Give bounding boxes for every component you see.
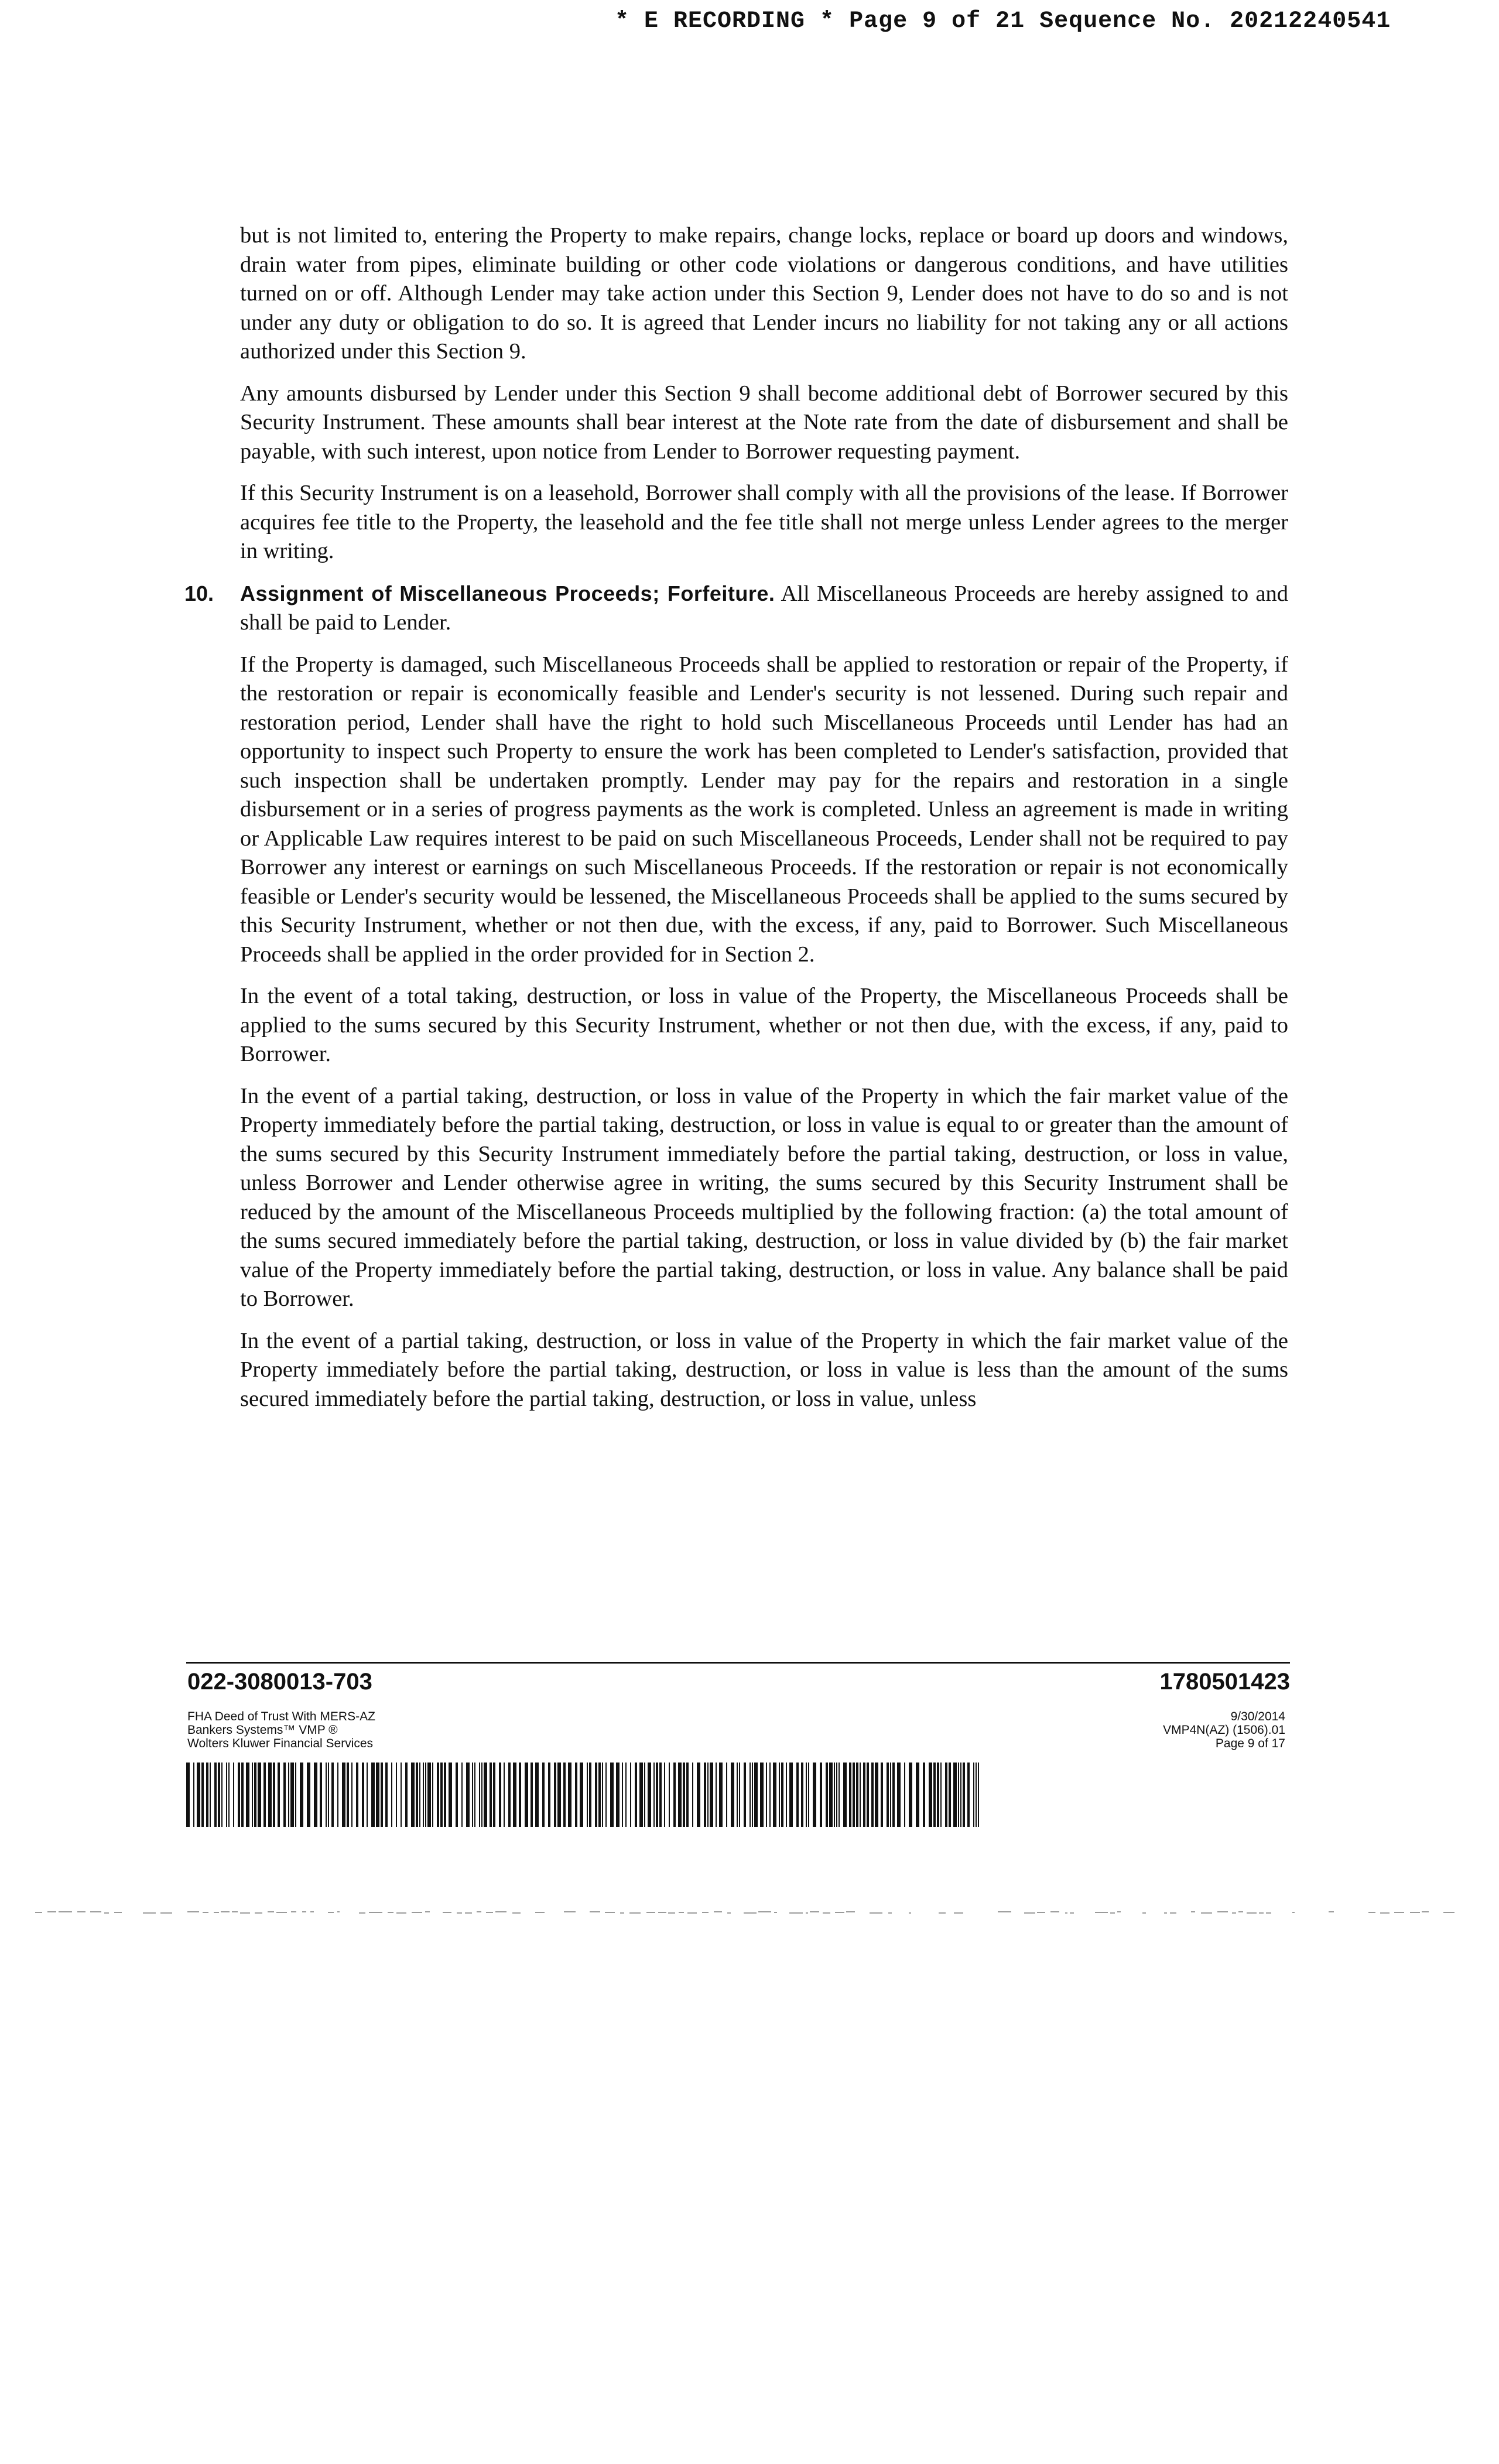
scan-dash <box>240 1912 250 1914</box>
barcode-bar <box>587 1763 588 1827</box>
barcode-bar <box>197 1763 200 1827</box>
barcode-bar <box>499 1763 501 1827</box>
barcode-bar <box>605 1763 607 1827</box>
barcode-bar <box>773 1763 776 1827</box>
barcode-bar <box>834 1763 835 1827</box>
barcode-bar <box>263 1763 266 1827</box>
scan-dash <box>187 1911 199 1912</box>
scan-dash <box>443 1912 451 1913</box>
scan-dash <box>160 1912 172 1914</box>
barcode-bar <box>945 1763 947 1827</box>
form-publisher: Wolters Kluwer Financial Services <box>187 1737 374 1750</box>
barcode-bar <box>923 1763 925 1827</box>
barcode-bar <box>849 1763 851 1827</box>
paragraph-total-taking: In the event of a total taking, destruction, or loss in value of the Property, the Miscellaneous Proceeds shall be applied to the sums secured by this Security Instrument, whether or not then due, with the excess, if any, paid to Borrower. <box>240 984 1288 1066</box>
barcode-bar <box>405 1763 408 1827</box>
barcode-bar <box>769 1763 771 1827</box>
barcode-bar <box>474 1763 475 1827</box>
barcode-bar <box>839 1763 840 1827</box>
barcode-bar <box>557 1763 561 1827</box>
barcode-bar <box>356 1763 358 1827</box>
barcode-bar <box>419 1763 420 1827</box>
barcode-bar <box>589 1763 591 1827</box>
form-meta <box>1163 1710 1285 1750</box>
paragraph-partial-taking-greater: In the event of a partial taking, destruction, or loss in value of the Property in which the fair market value of the Property immediately before the partial taking, destruction, or loss in value is equal to or greater than the amount of the sums secured by this Security Instrument immediately before the partial taking, destruction, or loss in value, unless Borrower and Lender otherwise agree in writing, the sums secured by this Security Instrument shall be reduced by the amount of the Miscellaneous Proceeds multiplied by the following fraction: (a) the total amount of the sums secured immediately before the partial taking, destruction, or loss in value divided by (b) the fair market value of the Property immediately before the partial taking, destruction, or loss in value. Any balance shall be paid to Borrower. <box>240 1083 1288 1311</box>
barcode-bar <box>484 1763 487 1827</box>
barcode-bar <box>391 1763 392 1827</box>
barcode-bar <box>416 1763 418 1827</box>
barcode-bar <box>563 1763 566 1827</box>
paragraph-partial-taking-less: In the event of a partial taking, destruction, or loss in value of the Property in which the fair market value of the Property immediately before the partial taking, destruction, or loss in value is less than the amount of the sums secured immediately before the partial taking, destruction, or loss in value, unless <box>240 1328 1288 1411</box>
barcode-bar <box>716 1763 717 1827</box>
barcode-bar <box>396 1763 397 1827</box>
barcode-bar <box>278 1763 280 1827</box>
barcode-bar <box>206 1763 208 1827</box>
barcode-bar <box>752 1763 753 1827</box>
min-number: 1780501423 <box>1159 1669 1290 1695</box>
barcode-bar <box>801 1763 803 1827</box>
barcode-bar <box>808 1763 809 1827</box>
scan-dash <box>457 1912 462 1914</box>
scan-dash <box>774 1912 777 1913</box>
scan-dash <box>77 1911 85 1912</box>
barcode-bar <box>401 1763 402 1827</box>
scan-dash <box>1110 1912 1115 1914</box>
scan-dash <box>605 1912 615 1913</box>
barcode-bar <box>252 1763 253 1827</box>
scan-dash <box>495 1911 506 1912</box>
barcode-bar <box>789 1763 793 1827</box>
barcode-bar <box>351 1763 352 1827</box>
barcode-bar <box>472 1763 473 1827</box>
scan-dash <box>1095 1912 1108 1913</box>
scan-dash <box>1191 1911 1195 1912</box>
barcode-bar <box>781 1763 783 1827</box>
barcode-bar <box>744 1763 746 1827</box>
barcode <box>186 1763 983 1827</box>
form-info <box>187 1710 375 1750</box>
barcode-bar <box>707 1763 709 1827</box>
barcode-bar <box>754 1763 758 1827</box>
barcode-bar <box>432 1763 433 1827</box>
scan-dash <box>388 1912 393 1913</box>
barcode-bar <box>669 1763 670 1827</box>
barcode-bar <box>867 1763 869 1827</box>
barcode-bar <box>786 1763 787 1827</box>
barcode-bar <box>673 1763 676 1827</box>
scan-dash <box>806 1912 808 1914</box>
barcode-bar <box>385 1763 388 1827</box>
barcode-bar <box>466 1763 470 1827</box>
barcode-bar <box>960 1763 961 1827</box>
barcode-bar <box>892 1763 895 1827</box>
barcode-bar <box>760 1763 764 1827</box>
barcode-bar <box>692 1763 693 1827</box>
barcode-bar <box>648 1763 651 1827</box>
barcode-bar <box>897 1763 901 1827</box>
section-10-heading <box>184 579 1289 638</box>
scan-dash <box>232 1911 238 1912</box>
barcode-bar <box>813 1763 816 1827</box>
barcode-bar <box>779 1763 780 1827</box>
barcode-bar <box>201 1763 204 1827</box>
barcode-bar <box>739 1763 740 1827</box>
scan-dash <box>668 1912 675 1914</box>
scan-dash <box>1380 1912 1390 1914</box>
scan-dash <box>1037 1912 1045 1913</box>
barcode-bar <box>254 1763 256 1827</box>
scan-dash <box>1394 1912 1404 1913</box>
barcode-bar <box>929 1763 932 1827</box>
scan-dash <box>359 1912 365 1914</box>
barcode-bar <box>796 1763 799 1827</box>
document-body <box>184 221 1289 1426</box>
barcode-bar <box>258 1763 261 1827</box>
barcode-bar <box>630 1763 631 1827</box>
barcode-bar <box>493 1763 495 1827</box>
barcode-bar <box>856 1763 858 1827</box>
scan-dash <box>59 1911 72 1912</box>
barcode-bar <box>875 1763 878 1827</box>
barcode-bar <box>595 1763 597 1827</box>
barcode-bar <box>635 1763 637 1827</box>
form-date: 9/30/2014 <box>1230 1710 1285 1723</box>
barcode-bar <box>731 1763 734 1827</box>
barcode-bar <box>490 1763 492 1827</box>
barcode-bar <box>653 1763 655 1827</box>
barcode-bar <box>218 1763 220 1827</box>
barcode-bar <box>836 1763 837 1827</box>
scan-dash <box>276 1912 287 1913</box>
scan-dash <box>590 1911 600 1912</box>
barcode-bar <box>342 1763 345 1827</box>
scan-dash <box>1259 1912 1264 1914</box>
barcode-bar <box>456 1763 458 1827</box>
barcode-bar <box>307 1763 310 1827</box>
scan-dash <box>998 1911 1011 1912</box>
barcode-bar <box>481 1763 482 1827</box>
scan-dash <box>789 1912 803 1914</box>
scan-dash <box>477 1911 481 1912</box>
scan-dash <box>1292 1912 1295 1913</box>
barcode-bar <box>427 1763 431 1827</box>
section-number: 10. <box>184 581 214 605</box>
barcode-bar <box>575 1763 577 1827</box>
barcode-bar <box>963 1763 965 1827</box>
barcode-bar <box>525 1763 528 1827</box>
barcode-bar <box>958 1763 959 1827</box>
barcode-bar <box>622 1763 623 1827</box>
barcode-bar <box>186 1763 190 1827</box>
barcode-bar <box>295 1763 296 1827</box>
barcode-bar <box>504 1763 505 1827</box>
barcode-bar <box>826 1763 828 1827</box>
scan-dash <box>888 1912 892 1914</box>
barcode-bar <box>904 1763 905 1827</box>
barcode-bar <box>710 1763 713 1827</box>
scan-dash <box>328 1912 334 1913</box>
barcode-bar <box>719 1763 723 1827</box>
form-footer <box>186 1662 1290 1750</box>
scan-dash <box>744 1912 757 1914</box>
barcode-bar <box>233 1763 234 1827</box>
scan-dash <box>687 1912 697 1914</box>
form-vendor: Bankers Systems™ VMP ® <box>187 1723 338 1737</box>
barcode-bar <box>411 1763 415 1827</box>
scan-artifact-line <box>35 1910 1464 1915</box>
barcode-bar <box>829 1763 833 1827</box>
barcode-bar <box>362 1763 364 1827</box>
barcode-bar <box>479 1763 480 1827</box>
scan-dash <box>310 1911 314 1912</box>
scan-dash <box>1070 1912 1074 1914</box>
scan-dash <box>646 1912 655 1913</box>
barcode-bar <box>214 1763 217 1827</box>
scan-dash <box>909 1912 911 1914</box>
scan-dash <box>1170 1912 1176 1914</box>
barcode-bar <box>678 1763 682 1827</box>
scan-dash <box>629 1912 641 1914</box>
scan-dash <box>810 1911 819 1912</box>
scan-dash <box>214 1912 219 1913</box>
barcode-bar <box>916 1763 919 1827</box>
scan-dash <box>396 1912 406 1914</box>
barcode-bar <box>598 1763 601 1827</box>
scan-dash <box>369 1912 382 1913</box>
barcode-bar <box>683 1763 685 1827</box>
barcode-bar <box>686 1763 689 1827</box>
barcode-bar <box>221 1763 223 1827</box>
barcode-bar <box>656 1763 658 1827</box>
scan-dash <box>412 1912 422 1913</box>
barcode-bar <box>863 1763 865 1827</box>
barcode-bar <box>940 1763 942 1827</box>
barcode-bar <box>659 1763 662 1827</box>
scan-dash <box>425 1911 430 1912</box>
barcode-bar <box>519 1763 521 1827</box>
barcode-bar <box>602 1763 603 1827</box>
barcode-bar <box>568 1763 571 1827</box>
scan-dash <box>1232 1912 1236 1914</box>
scan-dash <box>620 1912 624 1914</box>
scan-dash <box>846 1911 855 1912</box>
barcode-bar <box>881 1763 883 1827</box>
scan-dash <box>255 1912 262 1914</box>
barcode-bar <box>241 1763 244 1827</box>
barcode-bar <box>290 1763 294 1827</box>
footer-divider <box>186 1662 1290 1664</box>
scan-dash <box>1142 1912 1146 1914</box>
barcode-bar <box>449 1763 452 1827</box>
paragraph-disbursed-amounts: Any amounts disbursed by Lender under this Section 9 shall become additional debt of Borrower secured by this Security Instrument. These amounts shall bear interest at the Note rate from the date of disbursement and shall be payable, with such interest, upon notice from Lender to Borrower requesting payment. <box>240 381 1288 464</box>
barcode-bar <box>610 1763 614 1827</box>
barcode-bar <box>440 1763 443 1827</box>
barcode-bar <box>371 1763 375 1827</box>
barcode-bar <box>750 1763 751 1827</box>
barcode-bar <box>820 1763 822 1827</box>
scan-dash <box>1201 1912 1212 1914</box>
scan-dash <box>1217 1911 1228 1912</box>
barcode-bar <box>326 1763 327 1827</box>
barcode-bar <box>376 1763 379 1827</box>
barcode-bar <box>268 1763 272 1827</box>
scan-dash <box>203 1912 208 1913</box>
scan-dash <box>658 1912 666 1913</box>
recording-stamp: * E RECORDING * Page 9 of 21 Sequence No. 20212240541 <box>615 8 1391 35</box>
barcode-bar <box>704 1763 706 1827</box>
form-name: FHA Deed of Trust With MERS-AZ <box>187 1710 375 1723</box>
form-page: Page 9 of 17 <box>1215 1737 1285 1750</box>
scan-dash <box>337 1911 340 1912</box>
scan-dash <box>939 1912 946 1914</box>
loan-number: 022-3080013-703 <box>187 1669 372 1695</box>
barcode-bar <box>949 1763 951 1827</box>
barcode-bar <box>697 1763 700 1827</box>
barcode-bar <box>937 1763 939 1827</box>
scan-dash <box>714 1911 722 1912</box>
scan-dash <box>727 1912 731 1914</box>
barcode-bar <box>616 1763 620 1827</box>
barcode-bar <box>973 1763 974 1827</box>
scan-dash <box>35 1912 42 1913</box>
scan-dash <box>1247 1912 1257 1914</box>
barcode-bar <box>328 1763 329 1827</box>
barcode-bar <box>843 1763 847 1827</box>
barcode-bar <box>933 1763 936 1827</box>
barcode-bar <box>437 1763 439 1827</box>
paragraph-leasehold: If this Security Instrument is on a leasehold, Borrower shall comply with all the provisions of the lease. If Borrower acquires fee title to the Property, the leasehold and the fee title shall not merge unless Lender agrees to the merger in writing. <box>240 481 1288 563</box>
barcode-bar <box>337 1763 338 1827</box>
barcode-bar <box>737 1763 738 1827</box>
scan-dash <box>465 1912 472 1914</box>
barcode-bar <box>535 1763 539 1827</box>
barcode-bar <box>548 1763 550 1827</box>
paragraph-property-damaged: If the Property is damaged, such Miscellaneous Proceeds shall be applied to restoration or repair of the Property, if the restoration or repair is economically feasible and Lender's security is not lessened. During such repair and restoration period, Lender shall have the right to hold such Miscellaneous Proceeds until Lender has had an opportunity to inspect such Property to ensure the work has been completed to Lender's satisfaction, provided that such inspection shall be undertaken promptly. Lender may pay for the repairs and restoration in a single disbursement or in a series of progress payments as the work is completed. Unless an agreement is made in writing or Applicable Law requires interest to be paid on such Miscellaneous Proceeds, Lender shall not be required to pay Borrower any interest or earnings on such Miscellaneous Proceeds. If the restoration or repair is not economically feasible or Lender's security would be lessened, the Miscellaneous Proceeds shall be applied to the sums secured by this Security Instrument, whether or not then due, with the excess, if any, paid to Borrower. Such Miscellaneous Proceeds shall be applied in the order provided for in Section 2. <box>240 652 1288 967</box>
barcode-bar <box>320 1763 322 1827</box>
scan-dash <box>870 1912 882 1914</box>
barcode-bar <box>531 1763 533 1827</box>
scan-dash <box>1329 1911 1334 1912</box>
barcode-bar <box>890 1763 891 1827</box>
barcode-bar <box>513 1763 516 1827</box>
scan-dash <box>564 1911 576 1912</box>
scan-dash <box>1065 1912 1067 1914</box>
scan-dash <box>1266 1912 1271 1914</box>
barcode-bar <box>367 1763 368 1827</box>
scan-dash <box>954 1912 963 1914</box>
scan-dash <box>1238 1911 1243 1912</box>
barcode-bar <box>976 1763 977 1827</box>
barcode-bar <box>508 1763 511 1827</box>
barcode-bar <box>193 1763 194 1827</box>
scan-dash <box>758 1911 771 1912</box>
barcode-bar <box>580 1763 583 1827</box>
barcode-bar <box>283 1763 286 1827</box>
barcode-bar <box>381 1763 383 1827</box>
barcode-bar <box>444 1763 446 1827</box>
scan-dash <box>268 1911 274 1912</box>
barcode-bar <box>300 1763 303 1827</box>
barcode-bar <box>887 1763 889 1827</box>
barcode-bar <box>347 1763 349 1827</box>
barcode-bar <box>967 1763 970 1827</box>
scan-dash <box>1024 1912 1035 1914</box>
barcode-bar <box>423 1763 424 1827</box>
barcode-bar <box>228 1763 230 1827</box>
scan-dash <box>1443 1912 1454 1913</box>
section-intro: All Miscellaneous Proceeds are hereby assigned to and shall be paid to Lender. <box>240 581 1289 635</box>
barcode-bar <box>542 1763 545 1827</box>
scan-dash <box>512 1912 521 1914</box>
scan-dash <box>114 1912 122 1913</box>
barcode-bar <box>639 1763 643 1827</box>
barcode-bar <box>461 1763 463 1827</box>
scan-dash <box>1164 1912 1167 1914</box>
scan-dash <box>1368 1912 1375 1913</box>
scan-dash <box>535 1912 545 1913</box>
barcode-bar <box>978 1763 979 1827</box>
barcode-bar <box>853 1763 855 1827</box>
barcode-bar <box>554 1763 556 1827</box>
barcode-bar <box>226 1763 227 1827</box>
barcode-bar <box>238 1763 240 1827</box>
scan-dash <box>302 1911 306 1912</box>
scan-dash <box>486 1912 493 1913</box>
barcode-bar <box>726 1763 727 1827</box>
barcode-bar <box>871 1763 874 1827</box>
barcode-bar <box>644 1763 645 1827</box>
barcode-bar <box>806 1763 807 1827</box>
scan-dash <box>1422 1911 1429 1912</box>
scan-dash <box>1117 1911 1121 1912</box>
barcode-bar <box>664 1763 665 1827</box>
scan-dash <box>143 1912 156 1914</box>
barcode-bar <box>909 1763 912 1827</box>
scan-dash <box>47 1911 56 1912</box>
scan-dash <box>1410 1912 1420 1913</box>
barcode-bar <box>953 1763 957 1827</box>
scan-dash <box>1050 1911 1059 1912</box>
barcode-bar <box>331 1763 334 1827</box>
scan-dash <box>679 1912 684 1913</box>
scan-dash <box>90 1911 101 1912</box>
barcode-bar <box>273 1763 275 1827</box>
scan-dash <box>221 1911 230 1912</box>
section-title: Assignment of Miscellaneous Proceeds; Forfeiture. <box>240 581 775 605</box>
scan-dash <box>104 1912 109 1914</box>
barcode-bar <box>625 1763 627 1827</box>
barcode-bar <box>314 1763 317 1827</box>
barcode-bar <box>425 1763 426 1827</box>
scan-dash <box>823 1912 830 1914</box>
barcode-bar <box>288 1763 289 1827</box>
barcode-bar <box>210 1763 211 1827</box>
form-code: VMP4N(AZ) (1506).01 <box>1163 1723 1285 1737</box>
scan-dash <box>835 1912 844 1913</box>
barcode-bar <box>766 1763 767 1827</box>
scan-dash <box>702 1912 709 1913</box>
scan-dash <box>291 1911 296 1912</box>
barcode-bar <box>860 1763 861 1827</box>
paragraph-section9-continued: but is not limited to, entering the Property to make repairs, change locks, replace or board up doors and windows, drain water from pipes, eliminate building or other code violations or dangerous conditions, and have utilities turned on or off. Although Lender may take action under this Section 9, Lender does not have to do so and is not under any duty or obligation to do so. It is agreed that Lender incurs no liability for not taking any or all actions authorized under this Section 9. <box>240 223 1288 364</box>
barcode-bar <box>246 1763 249 1827</box>
